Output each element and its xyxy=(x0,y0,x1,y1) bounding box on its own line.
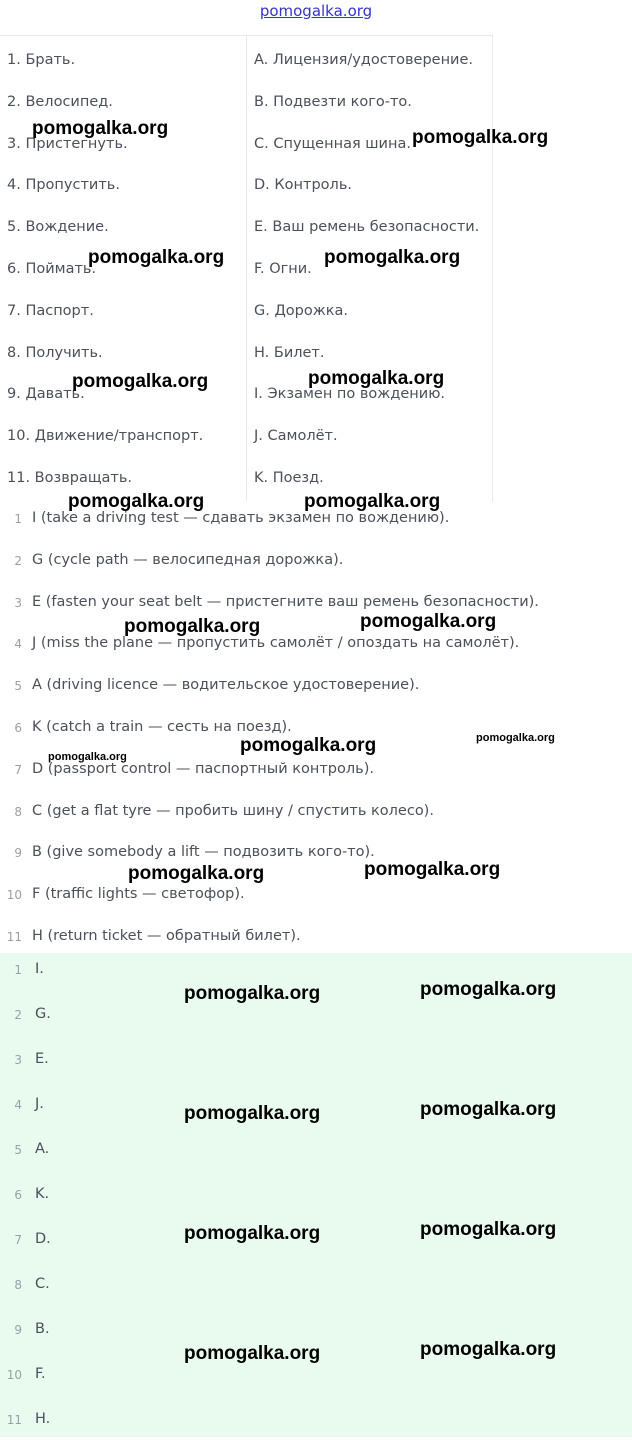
answer-text: G (cycle path — велосипедная дорожка). xyxy=(32,551,344,568)
answer-text: I (take a driving test — сдавать экзамен по вождению). xyxy=(32,510,450,526)
watermark-text: pomogalka.org xyxy=(48,751,127,763)
short-answer-number: 5 xyxy=(14,1143,22,1157)
table-cell-left: 10. Движение/транспорт. xyxy=(7,428,204,445)
answer-row xyxy=(0,844,632,886)
table-cell-right: C. Спущенная шина. xyxy=(254,135,411,152)
watermark-text: pomogalka.org xyxy=(324,247,461,268)
answer-text: E (fasten your seat belt — пристегните ваш ремень безопасности). xyxy=(32,593,539,610)
watermark-text: pomogalka.org xyxy=(184,1223,321,1244)
answer-text: H (return ticket — обратный билет). xyxy=(32,928,301,944)
answer-number: 11 xyxy=(6,930,22,944)
answer-number: 9 xyxy=(14,846,22,861)
table-cell-left: 3. Пристегнуть. xyxy=(7,135,128,152)
short-answer-number: 2 xyxy=(14,1008,22,1022)
short-answer-text: B. xyxy=(35,1321,50,1337)
table-cell-right: K. Поезд. xyxy=(254,470,324,486)
answer-number: 3 xyxy=(14,595,22,610)
answer-number: 8 xyxy=(14,804,22,819)
watermark-text: pomogalka.org xyxy=(124,616,261,637)
table-cell-right: B. Подвезти кого-то. xyxy=(254,93,412,110)
short-answer-text: H. xyxy=(35,1411,51,1427)
table-cell-left: 9. Давать. xyxy=(7,386,85,403)
answer-text: D (passport control — паспортный контроль). xyxy=(32,760,374,777)
table-cell-left: 5. Вождение. xyxy=(7,219,109,236)
short-answer-text: J. xyxy=(35,1096,44,1112)
answer-text: C (get a flat tyre — пробить шину / спустить колесо). xyxy=(32,802,434,819)
answer-row xyxy=(0,594,632,636)
short-answer-number: 8 xyxy=(14,1278,22,1292)
watermark-text: pomogalka.org xyxy=(360,611,497,632)
table-cell-left: 6. Поймать. xyxy=(7,261,97,277)
table-cell-left: 7. Паспорт. xyxy=(7,302,94,319)
answer-number: 1 xyxy=(14,512,22,526)
answer-number: 6 xyxy=(14,721,22,735)
watermark-text: pomogalka.org xyxy=(308,368,445,389)
short-answer-text: C. xyxy=(35,1276,50,1292)
short-answer-row xyxy=(0,1411,632,1456)
table-cell-left: 4. Пропустить. xyxy=(7,177,120,194)
short-answer-row xyxy=(0,1051,632,1096)
table-cell-right: J. Самолёт. xyxy=(254,428,338,445)
short-answer-text: D. xyxy=(35,1231,51,1247)
short-answer-row xyxy=(0,1141,632,1186)
table-cell-right: H. Билет. xyxy=(254,344,325,361)
short-answer-number: 10 xyxy=(6,1368,22,1382)
watermark-text: pomogalka.org xyxy=(420,1099,557,1120)
watermark-text: pomogalka.org xyxy=(420,1339,557,1360)
answer-number: 4 xyxy=(14,637,22,652)
table-cell-right: G. Дорожка. xyxy=(254,302,349,319)
watermark-text: pomogalka.org xyxy=(68,491,205,512)
watermark-text: pomogalka.org xyxy=(420,1219,557,1240)
answer-number: 5 xyxy=(14,679,22,694)
answer-text: F (traffic lights — светофор). xyxy=(32,886,245,903)
watermark-text: pomogalka.org xyxy=(72,371,209,392)
short-answer-row xyxy=(0,1006,632,1051)
short-answer-text: A. xyxy=(35,1141,50,1157)
answer-row xyxy=(0,510,632,552)
answer-number: 7 xyxy=(14,762,22,777)
table-cell-left: 1. Брать. xyxy=(7,52,76,68)
answer-text: K (catch a train — сесть на поезд). xyxy=(32,719,292,735)
answer-row xyxy=(0,803,632,845)
table-cell-right: E. Ваш ремень безопасности. xyxy=(254,219,480,236)
short-answer-text: E. xyxy=(35,1051,49,1067)
watermark-text: pomogalka.org xyxy=(184,1103,321,1124)
table-cell-left: 2. Велосипед. xyxy=(7,93,113,110)
short-answer-text: I. xyxy=(35,961,44,977)
answer-row xyxy=(0,635,632,677)
answer-number: 2 xyxy=(14,553,22,568)
answer-text: A (driving licence — водительское удостоверение). xyxy=(32,677,420,694)
table-cell-left: 11. Возвращать. xyxy=(7,470,132,486)
short-answer-number: 4 xyxy=(14,1098,22,1112)
answer-row xyxy=(0,677,632,719)
watermark-text: pomogalka.org xyxy=(88,247,225,268)
watermark-text: pomogalka.org xyxy=(240,735,377,756)
table-cell-right: A. Лицензия/удостоверение. xyxy=(254,52,474,68)
table-divider xyxy=(246,36,247,501)
short-answer-number: 9 xyxy=(14,1323,22,1337)
short-answer-number: 7 xyxy=(14,1233,22,1247)
short-answer-text: F. xyxy=(35,1366,46,1382)
short-answer-text: G. xyxy=(35,1006,51,1022)
short-answer-row xyxy=(0,1366,632,1411)
watermark-text: pomogalka.org xyxy=(128,863,265,884)
watermark-text: pomogalka.org xyxy=(304,491,441,512)
short-answer-number: 6 xyxy=(14,1188,22,1202)
answer-row xyxy=(0,761,632,803)
short-answer-text: K. xyxy=(35,1186,50,1202)
watermark-text: pomogalka.org xyxy=(364,859,501,880)
table-cell-left: 8. Получить. xyxy=(7,344,103,361)
table-cell-right: I. Экзамен по вождению. xyxy=(254,386,446,403)
top-site-link[interactable]: pomogalka.org xyxy=(259,2,373,20)
watermark-text: pomogalka.org xyxy=(184,1343,321,1364)
short-answer-number: 1 xyxy=(14,963,22,977)
answer-row xyxy=(0,886,632,928)
short-answer-number: 3 xyxy=(14,1053,22,1067)
answer-text: B (give somebody a lift — подвозить кого-то). xyxy=(32,844,375,861)
short-answer-row xyxy=(0,1276,632,1321)
watermark-text: pomogalka.org xyxy=(412,127,549,148)
answer-text: J (miss the plane — пропустить самолёт / опоздать на самолёт). xyxy=(32,635,520,652)
short-answer-number: 11 xyxy=(6,1413,22,1427)
answer-row xyxy=(0,552,632,594)
answer-number: 10 xyxy=(6,888,22,903)
watermark-text: pomogalka.org xyxy=(32,118,169,139)
watermark-text: pomogalka.org xyxy=(184,983,321,1004)
watermark-text: pomogalka.org xyxy=(476,732,555,744)
watermark-text: pomogalka.org xyxy=(420,979,557,1000)
table-cell-right: F. Огни. xyxy=(254,261,312,277)
table-cell-right: D. Контроль. xyxy=(254,177,352,194)
